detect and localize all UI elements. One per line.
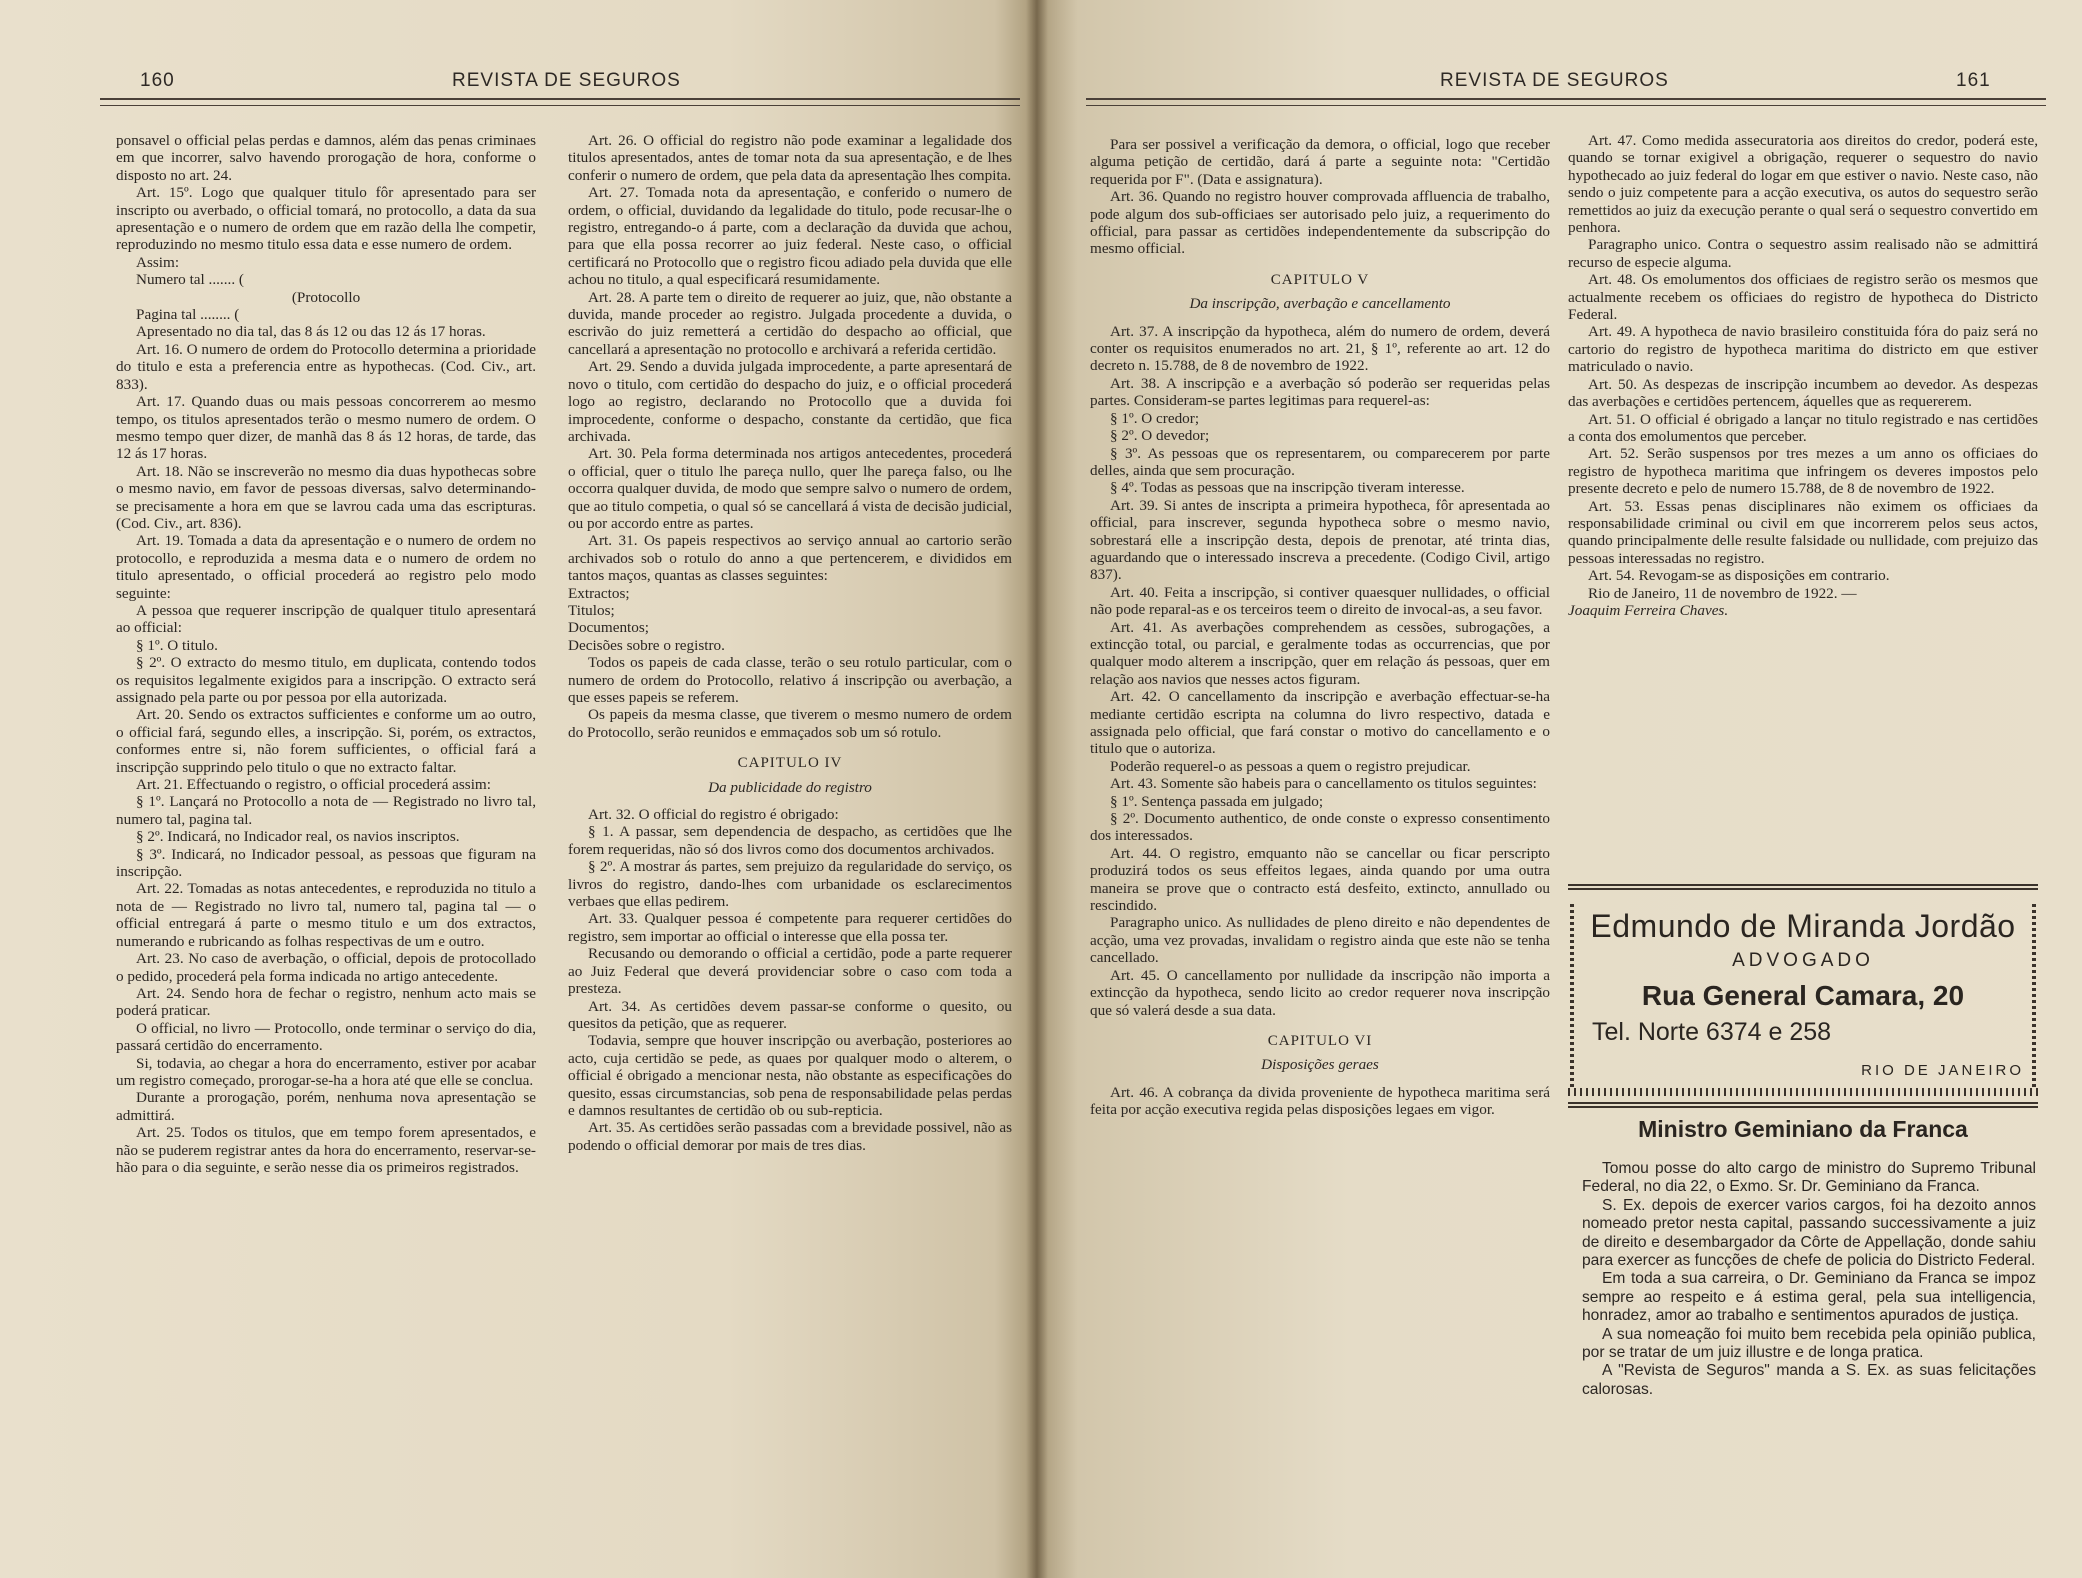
paragraph: Art. 38. A inscripção e a averbação só poderão ser requeridas pelas partes. Consideram-se partes legitimas para requerel-as: (1090, 374, 1550, 410)
paragraph: Art. 25. Todos os titulos, que em tempo forem apresentados, e não se puderem registrar antes da hora do encerramento, reservar-se-hão para o dia seguinte, e serão nesse dia os primeiros registrados. (116, 1124, 536, 1176)
article-paragraph: Em toda a sua carreira, o Dr. Geminiano da Franca se impoz sempre ao respeito e á estima geral, pela sua intelligencia, honradez, amor ao trabalho e sentimentos apurados de justiça. (1582, 1270, 2036, 1325)
paragraph: Art. 32. O official do registro é obrigado: (588, 806, 839, 824)
left-column-2 (568, 132, 1012, 1154)
paragraph: Art. 54. Revogam-se as disposições em contrario. (1588, 567, 1890, 585)
paragraph: § 1º. Lançará no Protocollo a nota de — Registrado no livro tal, numero tal, pagina tal. (116, 793, 536, 828)
paragraph: Art. 26. O official do registro não pode examinar a legalidade dos titulos apresentados, antes de tomar nota da sua apresentação, e de lhes conferir o numero de ordem, que pela data da apresentação lhes compita. (568, 132, 1012, 184)
paragraph: § 1º. O titulo. (136, 636, 218, 654)
paragraph: Art. 36. Quando no registro houver comprovada affluencia de trabalho, pode algum dos sub-officiaes ser autorisado pelo juiz, a requerimento do official, para passar as certidões independentemente da subscripção do mesmo official. (1090, 188, 1550, 258)
paragraph: § 1º. O credor; (1110, 409, 1200, 427)
paragraph: O official, no livro — Protocollo, onde terminar o serviço do dia, passará certidão do encerramento. (116, 1019, 536, 1055)
ad-phone: Tel. Norte 6374 e 258 (1592, 1018, 1832, 1046)
paragraph: Art. 42. O cancellamento da inscripção e averbação effectuar-se-ha mediante certidão escripta na columna do livro respectivo, datada e assignada pelo official, que fará constar o motivo do cancellamento e o titulo que o autoriza. (1090, 688, 1550, 758)
paragraph: Art. 53. Essas penas disciplinares não eximem os officiaes da responsabilidade criminal ou civil em que incorrerem pelos seus actos, quando principalmente delle resulte falsidade ou nullidade, com prejuizo das pessoas interessadas no registro. (1568, 497, 2038, 567)
paragraph: Para ser possivel a verificação da demora, o official, logo que receber alguma petição de certidão, dará á parte a seguinte nota: "Certidão requerida por F". (Data e assignatura). (1090, 136, 1550, 188)
ad-city: RIO DE JANEIRO (1861, 1062, 2024, 1079)
article-title: Ministro Geminiano da Franca (1638, 1116, 1968, 1142)
paragraph: Pagina tal ........ ( (136, 306, 240, 324)
chapter-subtitle: Da publicidade do registro (708, 778, 872, 796)
paragraph: Art. 20. Sendo os extractos sufficientes e conforme um ao outro, o official fará, segundo elles, a inscripção. Si, porém, os extractos, conformes entre si, não forem sufficientes, o official fará a inscripção supprindo pelo titulo o que no extracto faltar. (116, 706, 536, 776)
article-paragraph: A "Revista de Seguros" manda a S. Ex. as suas felicitações calorosas. (1582, 1362, 2036, 1398)
book-gutter (1026, 0, 1048, 1578)
paragraph: Paragrapho unico. As nullidades de pleno direito e não dependentes de acção, uma vez provadas, invalidam o registro ainda que este não se tenha cancellado. (1090, 914, 1550, 967)
ad-address: Rua General Camara, 20 (1641, 980, 1965, 1011)
paragraph: Art. 49. A hypotheca de navio brasileiro constituida fóra do paiz será no cartorio do registro de hypotheca maritima do districto em que estiver matriculado o navio. (1568, 323, 2038, 376)
article-paragraph: A sua nomeação foi muito bem recebida pela opinião publica, por se tratar de um juiz illustre e de longa pratica. (1582, 1325, 2036, 1362)
chapter-subtitle: Disposições geraes (1261, 1056, 1379, 1074)
ad-role: ADVOGADO (1732, 950, 1874, 971)
lawyer-advertisement (1568, 884, 2038, 1108)
paragraph: Art. 34. As certidões devem passar-se conforme o quesito, ou quesitos da petição, que as requerer. (568, 997, 1012, 1032)
paragraph: (Protocollo (291, 288, 361, 306)
paragraph: Art. 52. Serão suspensos por tres mezes a um anno os officiaes do registro de hypotheca maritima que infringem os deveres impostos pelo presente decreto e pelo de numero 15.788, de 8 de novembro de 1922. (1568, 445, 2038, 498)
paragraph: Art. 24. Sendo hora de fechar o registro, nenhum acto mais se poderá praticar. (116, 984, 536, 1020)
article-body (1582, 1160, 2036, 1399)
paragraph: Art. 40. Feita a inscripção, si contiver quaesquer nullidades, o official não pode reparal-as e os terceiros teem o direito de invocal-as, a seu favor. (1090, 583, 1550, 619)
paragraph: Art. 29. Sendo a duvida julgada improcedente, a parte apresentará de novo o titulo, com certidão do despacho do juiz, e o official procederá logo ao registro, declarando no Protocollo que a duvida foi improcedente, conforme o despacho, constante da certidão, que fica archivada. (568, 358, 1012, 445)
page-number-left: 160 (140, 70, 175, 91)
paragraph: Art. 48. Os emolumentos dos officiaes de registro serão os mesmos que actualmente recebem os officiaes do registro de hypotheca do Districto Federal. (1568, 271, 2038, 324)
paragraph: Paragrapho unico. Contra o sequestro assim realisado não se admittirá recurso de especie alguma. (1568, 236, 2038, 271)
paragraph: § 2º. O devedor; (1110, 427, 1210, 445)
paragraph: § 1º. Sentença passada em julgado; (1110, 792, 1324, 810)
left-page (0, 0, 1036, 1578)
header-rule-left (100, 98, 1020, 106)
article-paragraph: Tomou posse do alto cargo de ministro do Supremo Tribunal Federal, no dia 22, o Exmo. Sr. Dr. Geminiano da Franca. (1582, 1160, 2036, 1196)
paragraph: Joaquim Ferreira Chaves. (1568, 601, 1729, 619)
paragraph: Titulos; (568, 601, 615, 619)
paragraph: Art. 46. A cobrança da divida proveniente de hypotheca maritima será feita por acção executiva regida pelas disposições legaes em vigor. (1090, 1083, 1550, 1119)
paragraph: Decisões sobre o registro. (568, 636, 725, 654)
paragraph: Art. 33. Qualquer pessoa é competente para requerer certidões do registro, sem importar ao official o interesse que ella possa ter. (568, 910, 1012, 945)
paragraph: Documentos; (568, 619, 649, 637)
paragraph: Art. 30. Pela forma determinada nos artigos antecedentes, procederá o official, quer o titulo lhe pareça nullo, quer lhe pareça falso, ou lhe occorra qualquer duvida, de modo que sempre salvo o numero de ordem, que ao titulo competia, o qual só se cancellará á vista de decisão judicial, ou por accordo entre as partes. (568, 445, 1012, 532)
paragraph: Os papeis da mesma classe, que tiverem o mesmo numero de ordem do Protocollo, serão reunidos e emmaçados sob um só rotulo. (568, 706, 1012, 741)
paragraph: Art. 45. O cancellamento por nullidade da inscripção não importa a extincção da hypotheca, sendo licito ao credor requerer nova inscripção que só valerá desde a sua data. (1090, 966, 1550, 1019)
paragraph: Art. 41. As averbações comprehendem as cessões, subrogações, a extincção total, ou parcial, e geralmente todas as occurrencias, que por qualquer modo alterem a inscripção, quer em relação ás pessoas, quer em relação aos navios que nesses actos figuram. (1090, 618, 1550, 688)
paragraph: Art. 27. Tomada nota da apresentação, e conferido o numero de ordem, o official, duvidando da legalidade do titulo, pode recusar-lhe o registro, entregando-o á parte, com a declaração da duvida que achou, para que ella possa recorrer ao juiz federal. Neste caso, o official certificará no Protocollo que o registro ficou adiado pela duvida que elle achou no titulo, a qual especificará resumidamente. (568, 184, 1012, 289)
running-head-left: REVISTA DE SEGUROS (452, 70, 681, 91)
paragraph: § 3º. Indicará, no Indicador pessoal, as pessoas que figuram na inscripção. (116, 845, 536, 881)
ornamental-strip (1568, 1088, 2038, 1096)
chapter-heading: CAPITULO V (1270, 271, 1370, 288)
paragraph: Assim: (136, 253, 180, 271)
paragraph: Art. 18. Não se inscreverão no mesmo dia duas hypothecas sobre o mesmo navio, em favor de pessoas diversas, salvo determinando-se precisamente a hora em que se lavrou cada uma das escripturas. (Cod. Civ., art. 836). (116, 462, 536, 532)
paragraph: Art. 16. O numero de ordem do Protocollo determina a prioridade do titulo e esta a preferencia entre as hypothecas. (Cod. Civ., art. 833). (116, 340, 536, 393)
paragraph: Art. 19. Tomada a data da apresentação e o numero de ordem no protocollo, e reproduzida a mesma data e o numero de ordem no titulo apresentado, o official procederá ao registro pelo modo seguinte: (116, 532, 536, 602)
page-number-right: 161 (1956, 70, 1991, 91)
paragraph: § 2º. O extracto do mesmo titulo, em duplicata, contendo todos os requisitos legalmente exigidos para a inscripção. O extracto será assignado pela parte ou por pessoa por ella autorizada. (116, 654, 536, 706)
paragraph: Durante a prorogação, porém, nenhuma nova apresentação se admittirá. (116, 1089, 536, 1124)
paragraph: Art. 31. Os papeis respectivos ao serviço annual ao cartorio serão archivados sob o rotulo do anno a que pertencerem, e divididos em tantos maços, quantas as classes seguintes: (568, 532, 1012, 585)
paragraph: Art. 37. A inscripção da hypotheca, além do numero de ordem, deverá conter os requisitos enumerados no art. 21, § 1º, referente ao art. 12 do decreto n. 15.788, de 8 de novembro de 1922. (1090, 322, 1550, 375)
paragraph: Rio de Janeiro, 11 de novembro de 1922. — (1588, 584, 1857, 602)
paragraph: § 2º. Indicará, no Indicador real, os navios inscriptos. (136, 828, 460, 846)
paragraph: Extractos; (568, 584, 630, 602)
paragraph: Art. 23. No caso de averbação, o official, depois de protocollado o pedido, procederá pela forma indicada no artigo antecedente. (116, 950, 536, 985)
paragraph: Todavia, sempre que houver inscripção ou averbação, posteriores ao acto, cuja certidão se pede, as quaes por qualquer modo o alterem, o official é obrigado a mencionar nesta, não obstante as especificações do quesito, essas circumstancias, sob pena de responsabilidade pelas perdas e damnos resultantes de certidão ob ou sub-repticia. (568, 1032, 1012, 1119)
paragraph: ponsavel o official pelas perdas e damnos, além das penas criminaes em que incorrer, salvo havendo prorogação de hora, conforme o disposto no art. 24. (116, 132, 536, 184)
paragraph: Art. 51. O official é obrigado a lançar no titulo registrado e nas certidões a conta dos emolumentos que perceber. (1568, 410, 2038, 445)
paragraph: § 1. A passar, sem dependencia de despacho, as certidões que lhe forem requeridas, não só dos livros como dos documentos archivados. (568, 823, 1012, 858)
right-column-2 (1568, 132, 2038, 619)
paragraph: Recusando ou demorando o official a certidão, pode a parte requerer ao Juiz Federal que deverá providenciar sobre o caso com toda a presteza. (568, 945, 1012, 998)
running-head-right: REVISTA DE SEGUROS (1440, 70, 1669, 91)
chapter-subtitle: Da inscripção, averbação e cancellamento (1189, 295, 1451, 313)
paragraph: Art. 21. Effectuando o registro, o official procederá assim: (136, 776, 491, 794)
paragraph: § 3º. As pessoas que os representarem, ou comparecerem por parte delles, ainda que sem procuração. (1090, 444, 1550, 479)
paragraph: Art. 44. O registro, emquanto não se cancellar ou ficar perscripto produzirá todos os seus effeitos legaes, ainda quando por uma outra maneira se prove que o contracto está desfeito, extincto, annullado ou rescindido. (1090, 844, 1550, 915)
paragraph: § 2º. Documento authentico, de onde conste o expresso consentimento dos interessados. (1090, 810, 1550, 845)
paragraph: Art. 43. Somente são habeis para o cancellamento os titulos seguintes: (1110, 775, 1537, 793)
paragraph: Numero tal ....... ( (136, 271, 244, 289)
paragraph: Todos os papeis de cada classe, terão o seu rotulo particular, com o numero de ordem do Protocollo, relativo á inscripção ou averbação, a que esses papeis se referem. (568, 654, 1012, 706)
paragraph: Art. 15º. Logo que qualquer titulo fôr apresentado para ser inscripto ou averbado, o official tomará, no protocollo, a data da sua apresentação e o numero de ordem que em razão della lhe competir, reproduzindo no mesmo titulo essa data e esse numero de ordem. (116, 184, 536, 254)
header-rule-right (1086, 98, 2046, 106)
paragraph: Apresentado no dia tal, das 8 ás 12 ou das 12 ás 17 horas. (136, 323, 486, 341)
chapter-heading: CAPITULO IV (737, 755, 843, 772)
paragraph: Art. 22. Tomadas as notas antecedentes, e reproduzida no titulo a nota de — Registrado no livro tal, numero tal, pagina tal — o official entregará á parte o mesmo titulo e um dos extractos, numerando e rubricando as folhas respectivas de um e outro. (116, 880, 536, 950)
right-column-1 (1090, 136, 1550, 1119)
left-column-1 (116, 132, 536, 1176)
paragraph: Poderão requerel-o as pessoas a quem o registro prejudicar. (1110, 757, 1471, 775)
paragraph: § 4º. Todas as pessoas que na inscripção tiveram interesse. (1110, 479, 1465, 497)
paragraph: Art. 39. Si antes de inscripta a primeira hypotheca, fôr apresentada ao official, para inscrever, segunda hypotheca sobre o mesmo navio, sobrestará elle a inscripção desta, depois de prenotar, até trinta dias, aguardando que o interessado inscreva a precedente. (Codigo Civil, artigo 837). (1090, 496, 1550, 584)
article-paragraph: S. Ex. depois de exercer varios cargos, foi ha dezoito annos nomeado pretor nesta capital, passando successivamente a juiz de direito e desembargador da Côrte de Appellação, donde sahiu para exercer as funcções de chefe de policia do Districto Federal. (1582, 1196, 2036, 1270)
paragraph: Art. 50. As despezas de inscripção incumbem ao devedor. As despezas das averbações e certidões pertencem, áquelles que as requererem. (1568, 375, 2038, 411)
paragraph: Art. 28. A parte tem o direito de requerer ao juiz, que, não obstante a duvida, mande proceder ao registro. Julgada procedente a duvida, o escrivão do juiz remetterá a certidão do despacho ao official, que cancellará a apresentação no protocollo e archivará a referida certidão. (568, 288, 1012, 358)
paragraph: Si, todavia, ao chegar a hora do encerramento, estiver por acabar um registro começado, prorogar-se-ha a hora até que elle se conclua. (116, 1054, 536, 1089)
paragraph: Art. 35. As certidões serão passadas com a brevidade possivel, não as podendo o official demorar por mais de tres dias. (568, 1119, 1012, 1154)
paragraph: Art. 47. Como medida assecuratoria aos direitos do credor, poderá este, quando se tornar exigivel a obrigação, requerer o sequestro do navio hypothecado ao juiz federal do logar em que estiver o navio. Neste caso, não sendo o juiz competente para a acção executiva, os autos do sequestro serão remettidos ao juiz da execução perante o qual será o sequestro convertido em penhora. (1568, 132, 2038, 237)
ad-name: Edmundo de Miranda Jordão (1590, 908, 2016, 944)
chapter-heading: CAPITULO VI (1267, 1032, 1373, 1049)
paragraph: § 2º. A mostrar ás partes, sem prejuizo da regularidade do serviço, os livros do registro, dando-lhes com urbanidade os esclarecimentos verbaes que ellas pedirem. (568, 858, 1012, 911)
paragraph: A pessoa que requerer inscripção de qualquer titulo apresentará ao official: (116, 601, 536, 637)
paragraph: Art. 17. Quando duas ou mais pessoas concorrerem ao mesmo tempo, os titulos apresentados terão o mesmo numero de ordem. O mesmo tempo quer dizer, de manhã das 8 ás 12 horas, de tarde, das 12 ás 17 horas. (116, 393, 536, 463)
